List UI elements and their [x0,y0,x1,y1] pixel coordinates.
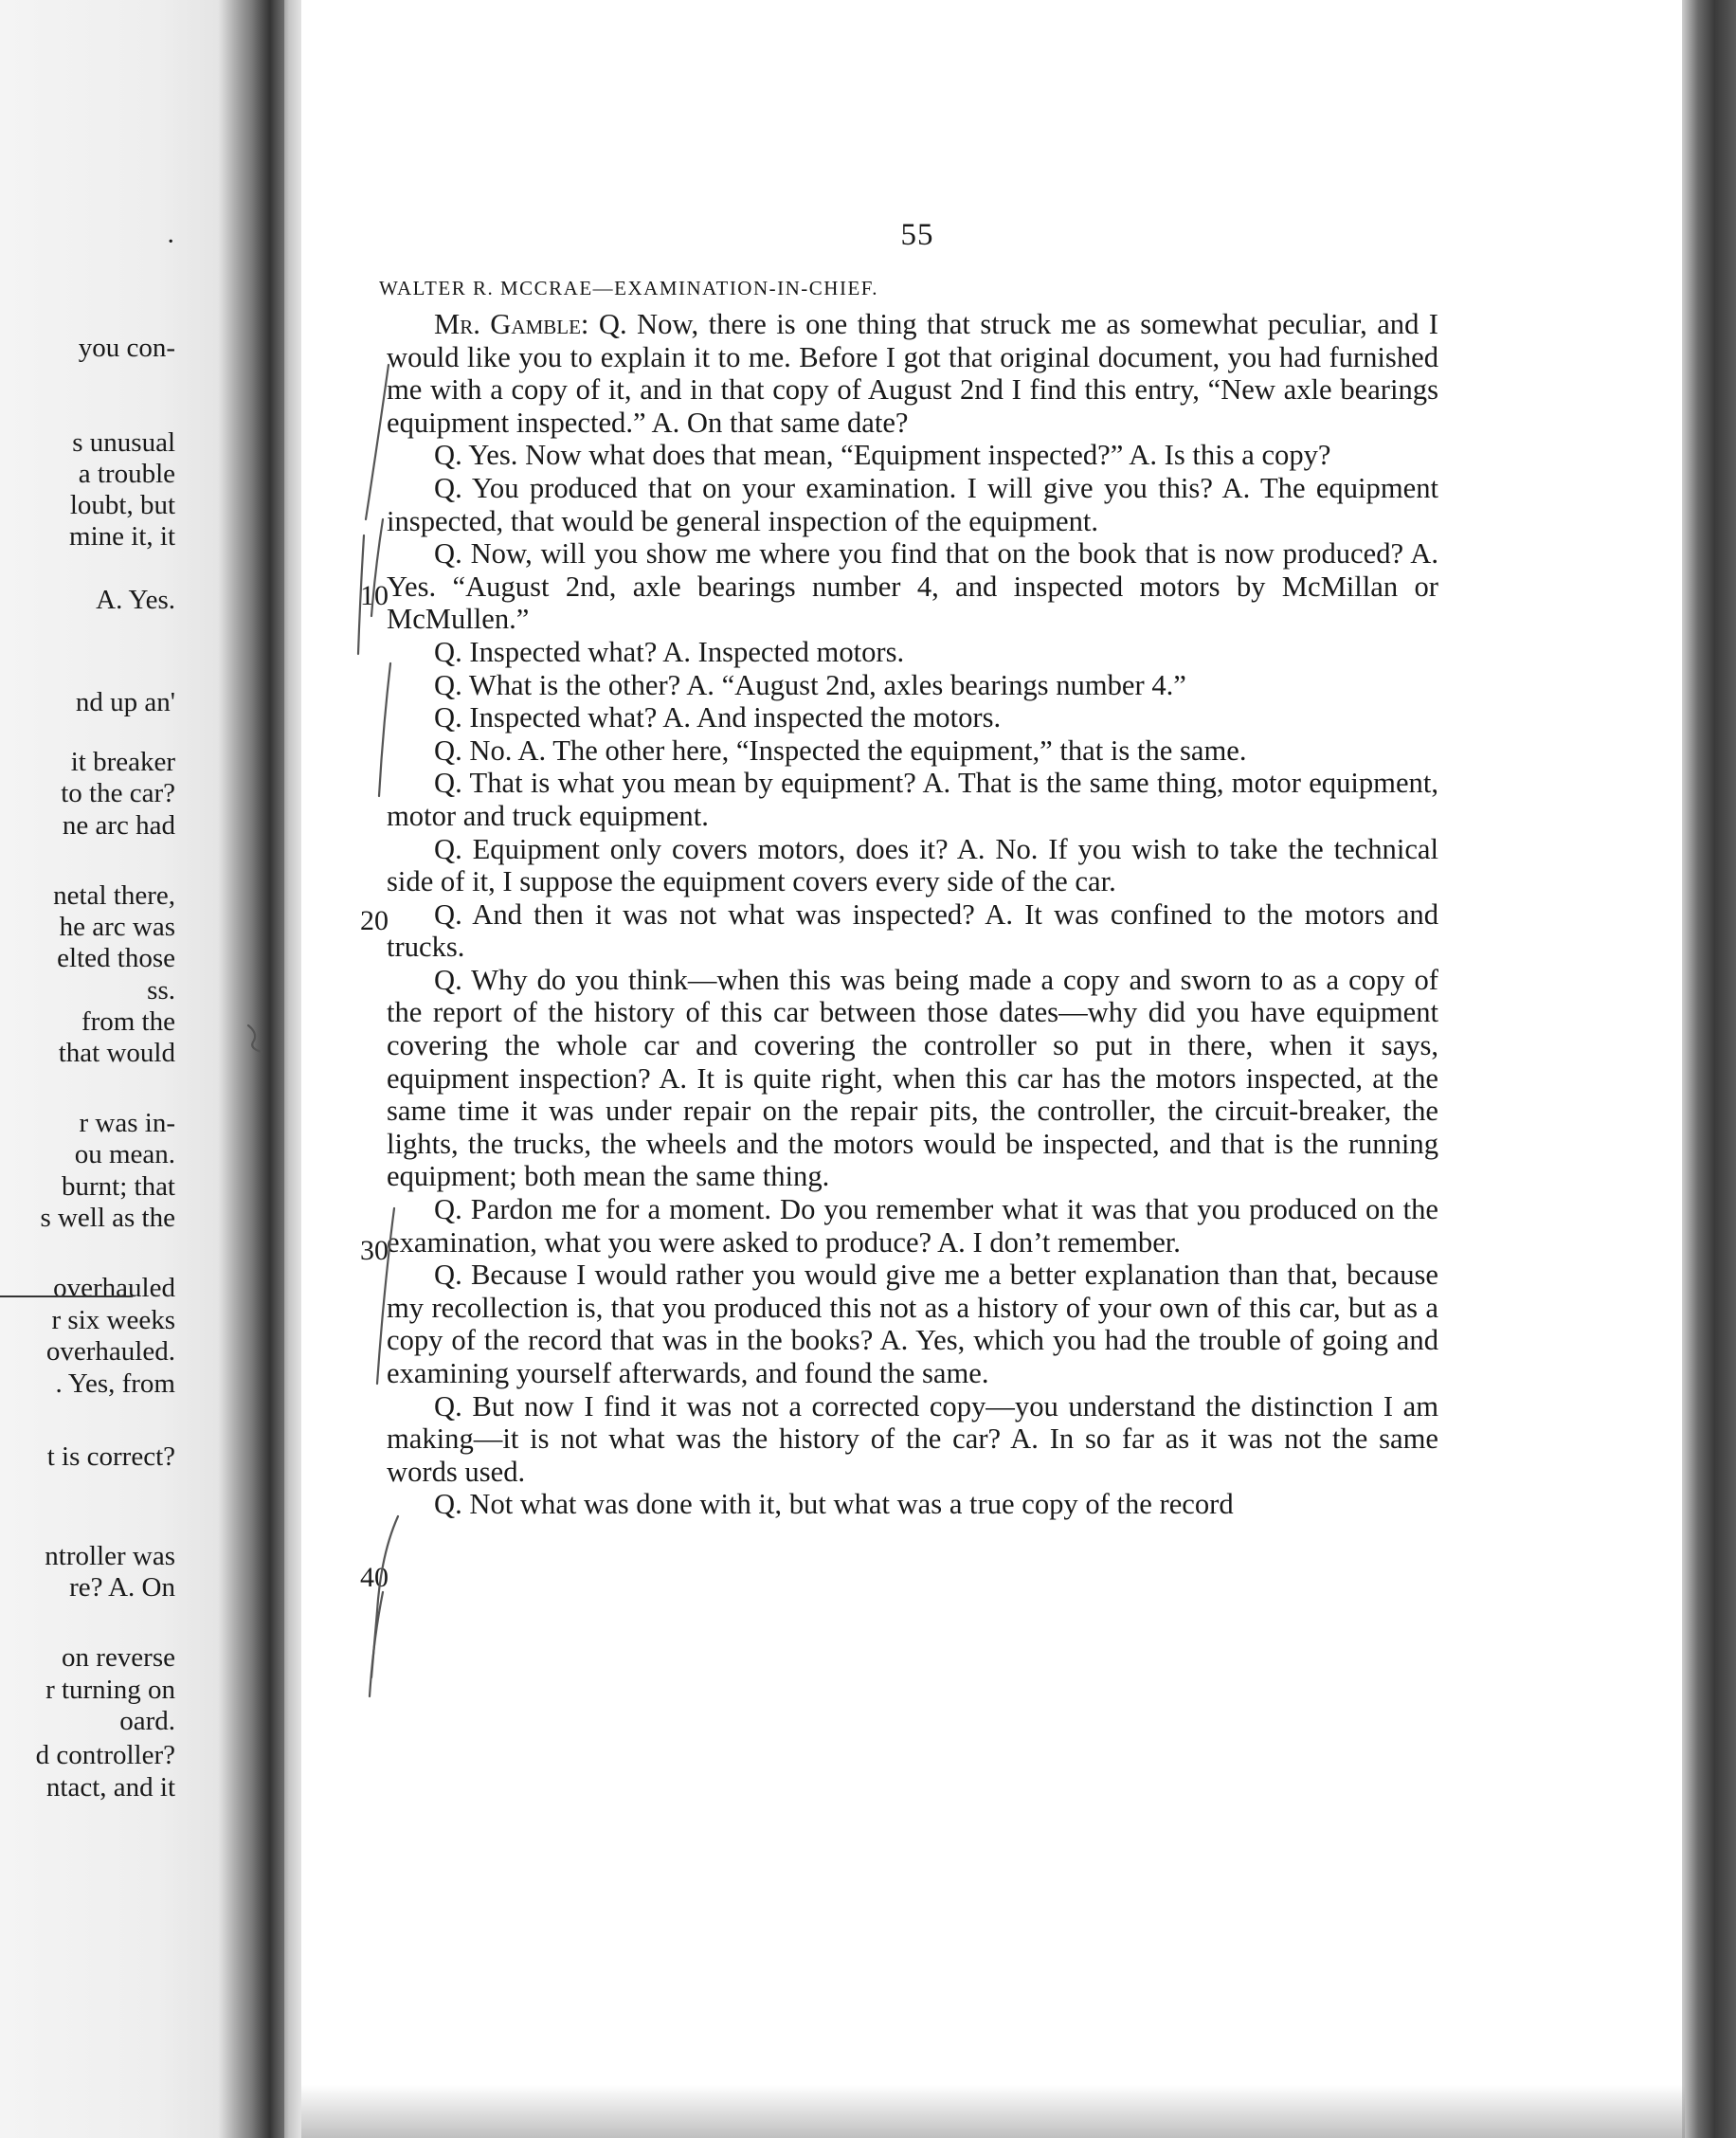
left-page-fragment: he arc was [59,912,175,942]
paragraph-text: Q. That is what you mean by equipment? A. That is the same thing, motor equipment, motor and truck equipment. [387,767,1438,832]
margin-line-number-30: 30 [360,1235,389,1266]
paragraph-text: Q. Not what was done with it, but what was a true copy of the record [434,1488,1234,1521]
margin-line-number-40: 40 [360,1562,389,1593]
running-head: WALTER R. MCCRAE—EXAMINATION-IN-CHIEF. [379,277,879,299]
left-page-fragment: r turning on [45,1675,175,1705]
left-page-fragment: netal there, [53,880,175,911]
left-page-fragment: elted those [57,943,175,973]
testimony-paragraph [387,1390,1438,1489]
testimony-paragraph [387,1259,1438,1389]
left-page-fragment: s unusual [72,427,175,458]
paragraph-text: Q. Inspected what? A. And inspected the motors. [434,701,1002,734]
left-page-fragment: to the car? [61,778,175,808]
left-page-fragment: a trouble [78,459,175,489]
left-page-fragment: that would [58,1038,175,1068]
left-page-fragment: oard. [119,1706,175,1736]
left-page-fragment: ou mean. [74,1139,175,1169]
left-page-fragment: burnt; that [61,1171,175,1202]
paragraph-text: Q. Now, will you show me where you find that on the book that is now produced? A. Yes. “August 2nd, axle bearings number 4, and inspected motors by McMillan or McMullen.” [387,537,1438,636]
testimony-paragraph [387,1488,1438,1521]
paragraph-text: Q. And then it was not what was inspected? A. It was confined to the motors and trucks. [387,897,1438,964]
left-page-fragment: s well as the [40,1203,175,1233]
left-page-fragment: ntact, and it [45,1772,175,1803]
paragraph-text: Q. Equipment only covers motors, does it? A. No. If you wish to take the technical side of it, I suppose the equipment covers every side of the car. [387,832,1438,898]
page-number: 55 [900,218,934,252]
testimony-text [387,308,1438,1521]
left-page-fragment: overhauled [53,1273,175,1303]
left-page-fragment: nd up an' [75,687,175,717]
paragraph-text: Q. Inspected what? A. Inspected motors. [434,635,905,668]
left-page-fragment: overhauled. [45,1336,175,1367]
left-page-fragment: ss. [147,975,175,1006]
speaker-name: Mr. Gamble: [434,308,589,340]
left-page-fragment: . Yes, from [55,1368,175,1399]
testimony-paragraph [387,898,1438,964]
testimony-paragraph [387,669,1438,702]
left-page-fragment: t is correct? [46,1441,175,1472]
paragraph-text: Q. But now I find it was not a corrected copy—you understand the distinction I am making—it is not what was the history of the car? A. In so far as it was not the same words used. [387,1389,1438,1488]
left-page-fragment: ne arc had [62,810,175,841]
testimony-paragraph [387,734,1438,768]
testimony-paragraph [387,701,1438,734]
testimony-paragraph [387,439,1438,472]
book-gutter [218,0,313,2138]
testimony-paragraph [387,1193,1438,1259]
page-edge [1682,0,1736,2138]
left-page-fragment: mine it, it [69,521,175,552]
left-page-fragment: loubt, but [69,490,175,520]
testimony-paragraph [387,767,1438,832]
left-page-fragment: from the [81,1006,175,1037]
left-page-fragment: d controller? [35,1740,175,1770]
left-page-fragment: it breaker [70,747,175,777]
paragraph-text: Q. What is the other? A. “August 2nd, axles bearings number 4.” [434,668,1186,701]
left-page-fragment: · [166,226,175,257]
margin-line-number-20: 20 [360,905,389,936]
left-page-fragment: on reverse [62,1642,175,1673]
left-page-fragment: ntroller was [45,1541,175,1571]
paragraph-text: Q. Why do you think—when this was being made a copy and sworn to as a copy of the report of the history of this car between those dates—why did you have equipment covering the whole car and covering the controller so put in there, when it says, equipment inspection? A. It is quite right, when this car has the motors inspected, at the same time it was under repair on the repair pits, the controller, the circuit-breaker, the lights, the trucks, the wheels and the motors would be inspected, and that is the running equipment; both mean the same thing. [387,963,1438,1193]
testimony-paragraph [387,636,1438,669]
paragraph-text: Q. Yes. Now what does that mean, “Equipment inspected?” A. Is this a copy? [434,439,1331,472]
testimony-paragraph [387,472,1438,537]
paragraph-text: Q. You produced that on your examination. I will give you this? A. The equipment inspected, that would be general inspection of the equipment. [387,471,1438,537]
margin-line-number-10: 10 [360,580,389,611]
testimony-paragraph [387,833,1438,898]
paragraph-text: Q. No. A. The other here, “Inspected the equipment,” that is the same. [434,734,1247,767]
testimony-paragraph [387,308,1438,439]
testimony-paragraph [387,964,1438,1193]
left-page-fragment: A. Yes. [96,585,175,615]
left-page-fragment: r was in- [79,1108,175,1138]
paragraph-text: Q. Because I would rather you would give me a better explanation than that, because my recollection is, that you produced this not as a history of your own of this car, but as a copy of the record that was in the books? A. Yes, which you had the trouble of going and examining yourself afterwards, and found the same. [387,1259,1438,1389]
left-page-fragment: you con- [78,333,175,363]
paragraph-text: Q. Pardon me for a moment. Do you remember what it was that you produced on the examination, what you were asked to produce? A. I don’t remember. [387,1193,1438,1259]
page-bottom-shadow [301,2085,1685,2138]
testimony-paragraph [387,537,1438,636]
left-page-fragment: r six weeks [51,1305,175,1335]
left-page-fragment: re? A. On [69,1572,175,1603]
paragraph-text: Q. Now, there is one thing that struck me as somewhat peculiar, and I would like you to explain it to me. Before I got that original document, you had furnished me with a copy of it, and in that copy of August 2nd I find this entry, “New axle bearings equipment inspected.” A. On that same date? [387,308,1438,439]
